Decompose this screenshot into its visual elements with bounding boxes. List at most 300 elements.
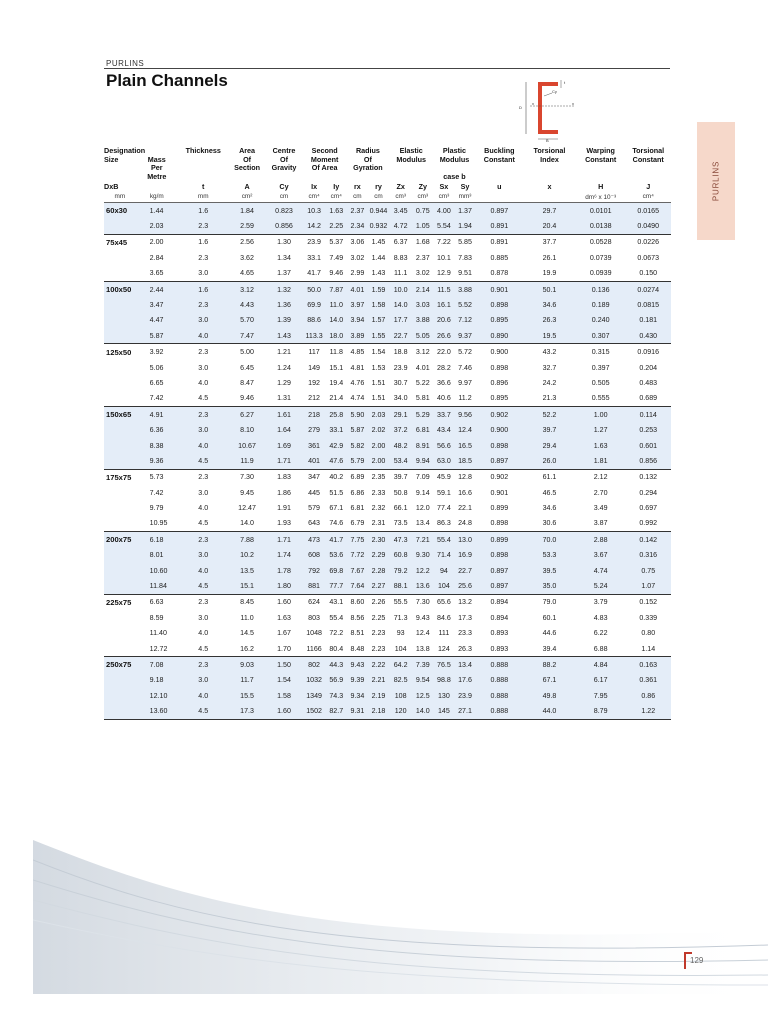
plain-channels-table: [104, 147, 671, 720]
value-cell: 6.88: [593, 644, 608, 653]
value-cell: 3.88: [454, 281, 475, 297]
value-cell: 2.3: [178, 407, 229, 423]
diagram-label-d: D: [519, 105, 522, 110]
value-cell: 4.74: [350, 394, 365, 403]
value-cell: 2.3: [178, 532, 229, 548]
table-row: [104, 641, 671, 657]
value-cell: 4.65: [240, 269, 254, 278]
header-blank: [178, 156, 229, 165]
value-cell: 0.893: [490, 644, 509, 653]
value-cell: 12.0: [415, 504, 430, 513]
table-row: [104, 563, 671, 578]
value-cell: 0.856: [266, 218, 303, 234]
size-cell: [104, 453, 136, 469]
size-cell: 250x75: [104, 657, 136, 673]
value-cell: 0.888: [476, 673, 524, 688]
size-cell: [104, 313, 136, 328]
value-cell: 2.23: [371, 644, 386, 653]
value-cell: 56.9: [326, 673, 347, 688]
value-cell: 1166: [306, 644, 322, 653]
value-cell: 23.9: [393, 363, 408, 372]
value-cell: 104: [433, 578, 454, 594]
value-cell: 13.4: [454, 657, 475, 673]
value-cell: 3.0: [178, 673, 229, 688]
value-cell: 84.6: [437, 613, 451, 622]
size-cell: [104, 360, 136, 375]
header-warping-2: Constant: [585, 154, 617, 164]
value-cell: 2.28: [368, 563, 389, 578]
value-cell: 9.36: [136, 453, 178, 469]
table-row: [104, 407, 671, 423]
size-cell: [104, 266, 136, 282]
value-cell: 1.91: [277, 504, 291, 513]
value-cell: 12.2: [412, 563, 433, 578]
value-cell: 8.38: [136, 438, 178, 453]
table-row: [104, 610, 671, 625]
page-number: 129: [690, 956, 704, 965]
value-cell: 9.79: [149, 504, 164, 513]
value-cell: 9.51: [458, 269, 472, 278]
value-cell: 1.60: [266, 594, 303, 610]
value-cell: 8.56: [350, 613, 365, 622]
size-cell: [104, 218, 136, 234]
value-cell: 19.4: [329, 378, 344, 387]
value-cell: 0.163: [625, 657, 671, 673]
value-cell: 0.361: [625, 673, 671, 688]
value-cell: 1.80: [266, 578, 303, 594]
value-cell: 98.8: [433, 673, 454, 688]
value-cell: 0.895: [476, 313, 524, 328]
value-cell: 1.30: [266, 234, 303, 250]
value-cell: 5.90: [347, 407, 368, 423]
value-cell: 16.9: [454, 548, 475, 563]
value-cell: 13.0: [454, 532, 475, 548]
table-row: [104, 234, 671, 250]
value-cell: 0.150: [639, 269, 658, 278]
value-cell: 1.71: [266, 453, 303, 469]
header-size: Size: [104, 154, 119, 164]
value-cell: 26.1: [542, 253, 557, 262]
header-radius-3: Gyration: [353, 163, 383, 173]
value-cell: 0.890: [476, 328, 524, 344]
value-cell: 6.37: [389, 234, 412, 250]
value-cell: 0.315: [576, 344, 626, 360]
value-cell: 47.3: [389, 532, 412, 548]
value-cell: 73.5: [393, 519, 408, 528]
value-cell: 12.8: [454, 469, 475, 485]
value-cell: 16.5: [454, 438, 475, 453]
value-cell: 55.5: [389, 594, 412, 610]
value-cell: 82.5: [389, 673, 412, 688]
value-cell: 2.19: [368, 688, 389, 703]
value-cell: 33.7: [433, 407, 454, 423]
value-cell: 0.0916: [625, 344, 671, 360]
value-cell: 108: [389, 688, 412, 703]
value-cell: 1.58: [266, 688, 303, 703]
header-centre-2: Of: [280, 154, 288, 164]
value-cell: 53.6: [326, 548, 347, 563]
value-cell: 0.75: [412, 202, 433, 218]
value-cell: 28.2: [437, 363, 451, 372]
value-cell: 7.30: [412, 594, 433, 610]
table-row: [104, 516, 671, 532]
value-cell: 55.4: [433, 532, 454, 548]
header-per: Per: [150, 163, 163, 173]
unit-cell: cm³: [412, 192, 433, 203]
value-cell: 94: [433, 563, 454, 578]
value-cell: 1.24: [277, 363, 291, 372]
unit-cell: cm⁴: [302, 192, 325, 203]
value-cell: 14.0: [326, 313, 347, 328]
value-cell: 0.0673: [637, 253, 660, 262]
header-radius-2: Of: [363, 154, 372, 164]
value-cell: 9.39: [347, 673, 368, 688]
header-torsional-constant-1: Torsional: [632, 146, 665, 155]
value-cell: 6.22: [593, 629, 608, 638]
value-cell: 2.31: [371, 519, 386, 528]
value-cell: 35.0: [523, 578, 576, 594]
value-cell: 36.6: [437, 378, 451, 387]
value-cell: 34.6: [542, 504, 557, 513]
table-row: [104, 297, 671, 312]
table-row: [104, 438, 671, 453]
value-cell: 5.82: [347, 438, 368, 453]
value-cell: 9.37: [454, 328, 475, 344]
value-cell: 67.1: [329, 504, 344, 513]
value-cell: 1.45: [368, 234, 389, 250]
unit-cell: dm⁶ x 10⁻³: [576, 192, 626, 203]
value-cell: 2.99: [350, 269, 365, 278]
value-cell: 3.87: [593, 519, 608, 528]
value-cell: 6.81: [350, 504, 365, 513]
size-cell: 225x75: [104, 594, 136, 610]
table-row: [104, 594, 671, 610]
value-cell: 1.71: [266, 532, 303, 548]
value-cell: 0.75: [625, 563, 671, 578]
value-cell: 0.856: [625, 453, 671, 469]
table-row: [104, 548, 671, 563]
value-cell: 10.60: [136, 563, 178, 578]
value-cell: 2.3: [178, 297, 229, 312]
header-row-4: [104, 173, 671, 182]
value-cell: 14.0: [412, 703, 433, 719]
value-cell: 13.8: [415, 644, 430, 653]
value-cell: 14.5: [240, 629, 254, 638]
size-cell: 100x50: [104, 281, 136, 297]
diagram-label-x-right: x: [572, 101, 574, 106]
value-cell: 2.30: [368, 532, 389, 548]
size-cell: [104, 328, 136, 344]
value-cell: 7.83: [458, 253, 472, 262]
table-row: [104, 626, 671, 641]
header-elastic-1: Elastic: [399, 146, 423, 155]
symbol-cell: [136, 181, 178, 192]
symbol-cell: Ix: [311, 182, 318, 192]
value-cell: 1.84: [229, 202, 266, 218]
diagram-label-t: t: [564, 80, 566, 85]
value-cell: 3.67: [576, 548, 626, 563]
value-cell: 39.7: [523, 422, 576, 437]
value-cell: 2.3: [198, 253, 209, 262]
value-cell: 16.1: [433, 297, 454, 312]
header-torsional-index-2: Index: [540, 154, 559, 164]
unit-cell: mm³: [454, 192, 475, 203]
value-cell: 803: [308, 613, 321, 622]
value-cell: 4.5: [178, 578, 229, 594]
value-cell: 3.89: [347, 328, 368, 344]
value-cell: 0.114: [625, 407, 671, 423]
value-cell: 9.56: [454, 407, 475, 423]
value-cell: 22.7: [389, 328, 412, 344]
value-cell: 43.2: [523, 344, 576, 360]
symbol-cell: Zy: [418, 182, 427, 192]
value-cell: 149: [308, 363, 321, 372]
header-warping-1: Warping: [586, 146, 615, 155]
value-cell: 0.152: [625, 594, 671, 610]
value-cell: 0.0101: [576, 202, 626, 218]
value-cell: 7.42: [149, 488, 164, 497]
size-cell: 125x50: [104, 344, 136, 360]
side-tab-label: PURLINS: [711, 160, 721, 202]
value-cell: 39.7: [389, 469, 412, 485]
value-cell: 3.0: [198, 488, 209, 497]
value-cell: 0.307: [576, 328, 626, 344]
value-cell: 3.12: [229, 281, 266, 297]
value-cell: 79.0: [523, 594, 576, 610]
value-cell: 0.891: [476, 234, 524, 250]
value-cell: 1.51: [371, 394, 386, 403]
header-centre-3: Gravity: [271, 163, 297, 173]
value-cell: 50.8: [393, 488, 408, 497]
value-cell: 0.253: [625, 422, 671, 437]
value-cell: 11.84: [136, 578, 178, 594]
value-cell: 2.32: [371, 504, 386, 513]
value-cell: 1.34: [277, 253, 291, 262]
symbol-cell: H: [598, 182, 604, 192]
value-cell: 17.7: [389, 313, 412, 328]
value-cell: 11.1: [394, 269, 408, 278]
value-cell: 1349: [302, 688, 325, 703]
value-cell: 15.1: [229, 578, 266, 594]
size-cell: [104, 438, 136, 453]
value-cell: 1.44: [371, 253, 386, 262]
value-cell: 1.63: [326, 202, 347, 218]
value-cell: 7.39: [412, 657, 433, 673]
value-cell: 42.9: [326, 438, 347, 453]
value-cell: 8.10: [229, 422, 266, 437]
header-area-1: Area: [239, 146, 256, 155]
value-cell: 25.8: [326, 407, 347, 423]
value-cell: 1.43: [371, 269, 386, 278]
table-row: [104, 500, 671, 515]
value-cell: 5.52: [454, 297, 475, 312]
symbol-cell: A: [244, 182, 250, 192]
value-cell: 0.294: [639, 488, 658, 497]
value-cell: 43.4: [433, 422, 454, 437]
symbol-cell: rx: [353, 182, 361, 192]
value-cell: 0.601: [625, 438, 671, 453]
value-cell: 445: [308, 488, 321, 497]
value-cell: 1.60: [266, 703, 303, 719]
value-cell: 361: [302, 438, 325, 453]
value-cell: 0.897: [476, 578, 524, 594]
diagram-label-b: B: [546, 138, 549, 142]
table-row: [104, 344, 671, 360]
value-cell: 3.0: [178, 548, 229, 563]
value-cell: 2.37: [347, 202, 368, 218]
value-cell: 4.0: [178, 328, 229, 344]
table-row: [104, 375, 671, 390]
size-cell: [104, 391, 136, 407]
header-row-2: [104, 156, 671, 165]
table-row: [104, 673, 671, 688]
value-cell: 30.7: [393, 378, 408, 387]
value-cell: 9.34: [347, 688, 368, 703]
value-cell: 473: [302, 532, 325, 548]
value-cell: 1.57: [368, 313, 389, 328]
value-cell: 2.25: [371, 613, 386, 622]
value-cell: 6.65: [149, 378, 164, 387]
unit-cell: mm: [178, 192, 229, 203]
value-cell: 1.05: [412, 218, 433, 234]
value-cell: 6.27: [229, 407, 266, 423]
value-cell: 4.0: [178, 563, 229, 578]
size-cell: [104, 578, 136, 594]
value-cell: 2.00: [136, 234, 178, 250]
channel-section-diagram: [512, 76, 578, 142]
value-cell: 0.823: [266, 202, 303, 218]
value-cell: 5.54: [433, 218, 454, 234]
table-body: [104, 192, 671, 719]
value-cell: 43.1: [326, 594, 347, 610]
value-cell: 0.893: [490, 629, 509, 638]
symbol-cell: DxB: [104, 182, 119, 192]
value-cell: 624: [302, 594, 325, 610]
value-cell: 15.1: [329, 363, 344, 372]
value-cell: 4.85: [347, 344, 368, 360]
value-cell: 5.72: [454, 344, 475, 360]
value-cell: 44.0: [523, 703, 576, 719]
value-cell: 74.6: [329, 519, 344, 528]
value-cell: 12.9: [437, 269, 451, 278]
decorative-swoosh-graphic: [33, 780, 768, 994]
size-cell: 175x75: [104, 469, 136, 485]
value-cell: 1.74: [266, 548, 303, 563]
value-cell: 23.3: [458, 629, 472, 638]
size-cell: [104, 610, 136, 625]
value-cell: 7.72: [347, 548, 368, 563]
value-cell: 117: [302, 344, 325, 360]
value-cell: 0.900: [476, 344, 524, 360]
value-cell: 9.94: [412, 453, 433, 469]
value-cell: 8.83: [393, 253, 408, 262]
value-cell: 2.33: [371, 488, 386, 497]
value-cell: 8.91: [412, 438, 433, 453]
unit-cell: cm²: [229, 192, 266, 203]
symbol-cell: Sx: [439, 182, 449, 192]
value-cell: 56.6: [433, 438, 454, 453]
table-row: [104, 453, 671, 469]
value-cell: 47.6: [326, 453, 347, 469]
value-cell: 0.697: [639, 504, 658, 513]
value-cell: 10.95: [149, 519, 168, 528]
value-cell: 3.12: [412, 344, 433, 360]
value-cell: 4.5: [198, 394, 209, 403]
value-cell: 1.67: [277, 629, 291, 638]
value-cell: 12.4: [415, 629, 430, 638]
size-cell: 75x45: [104, 234, 136, 250]
value-cell: 5.05: [412, 328, 433, 344]
value-cell: 18.0: [326, 328, 347, 344]
value-cell: 1.00: [576, 407, 626, 423]
section-label: PURLINS: [106, 59, 145, 68]
value-cell: 5.79: [347, 453, 368, 469]
value-cell: 4.5: [198, 644, 209, 653]
value-cell: 6.79: [350, 519, 365, 528]
header-second-1: Second: [311, 146, 338, 155]
value-cell: 23.9: [454, 688, 475, 703]
table-row: [104, 313, 671, 328]
value-cell: 11.40: [149, 629, 167, 638]
value-cell: 2.23: [371, 629, 386, 638]
page-number-mark: [684, 952, 686, 969]
value-cell: 67.1: [523, 673, 576, 688]
header-case: case b: [443, 171, 466, 181]
value-cell: 9.18: [136, 673, 178, 688]
value-cell: 26.6: [433, 328, 454, 344]
value-cell: 55.4: [329, 613, 344, 622]
value-cell: 12.4: [454, 422, 475, 437]
table-row: [104, 202, 671, 218]
size-cell: [104, 688, 136, 703]
value-cell: 33.1: [326, 422, 347, 437]
value-cell: 2.27: [368, 578, 389, 594]
size-cell: [104, 703, 136, 719]
value-cell: 30.6: [542, 519, 557, 528]
value-cell: 2.3: [178, 218, 229, 234]
value-cell: 4.0: [198, 629, 209, 638]
header-elastic-2: Modulus: [396, 154, 426, 164]
value-cell: 1.14: [641, 644, 656, 653]
header-metre: Metre: [147, 171, 167, 181]
value-cell: 608: [302, 548, 325, 563]
size-cell: [104, 641, 136, 657]
table-row: [104, 391, 671, 407]
value-cell: 0.0939: [589, 269, 612, 278]
unit-cell: mm: [104, 192, 136, 203]
value-cell: 2.00: [368, 453, 389, 469]
value-cell: 2.56: [229, 234, 266, 250]
value-cell: 7.09: [412, 469, 433, 485]
value-cell: 1.86: [277, 488, 291, 497]
value-cell: 22.1: [458, 504, 472, 513]
value-cell: 0.901: [490, 488, 509, 497]
value-cell: 13.4: [415, 519, 430, 528]
value-cell: 0.902: [476, 469, 524, 485]
value-cell: 1.50: [266, 657, 303, 673]
value-cell: 19.5: [523, 328, 576, 344]
table-row: [104, 422, 671, 437]
value-cell: 3.0: [198, 269, 209, 278]
value-cell: 19.9: [542, 269, 557, 278]
unit-cell: cm: [368, 192, 389, 203]
value-cell: 0.897: [476, 202, 524, 218]
header-designation: Designation: [104, 146, 146, 155]
unit-cell: kg/m: [136, 192, 178, 203]
value-cell: 1.36: [266, 297, 303, 312]
value-cell: 3.62: [240, 253, 254, 262]
table-row: [104, 532, 671, 548]
